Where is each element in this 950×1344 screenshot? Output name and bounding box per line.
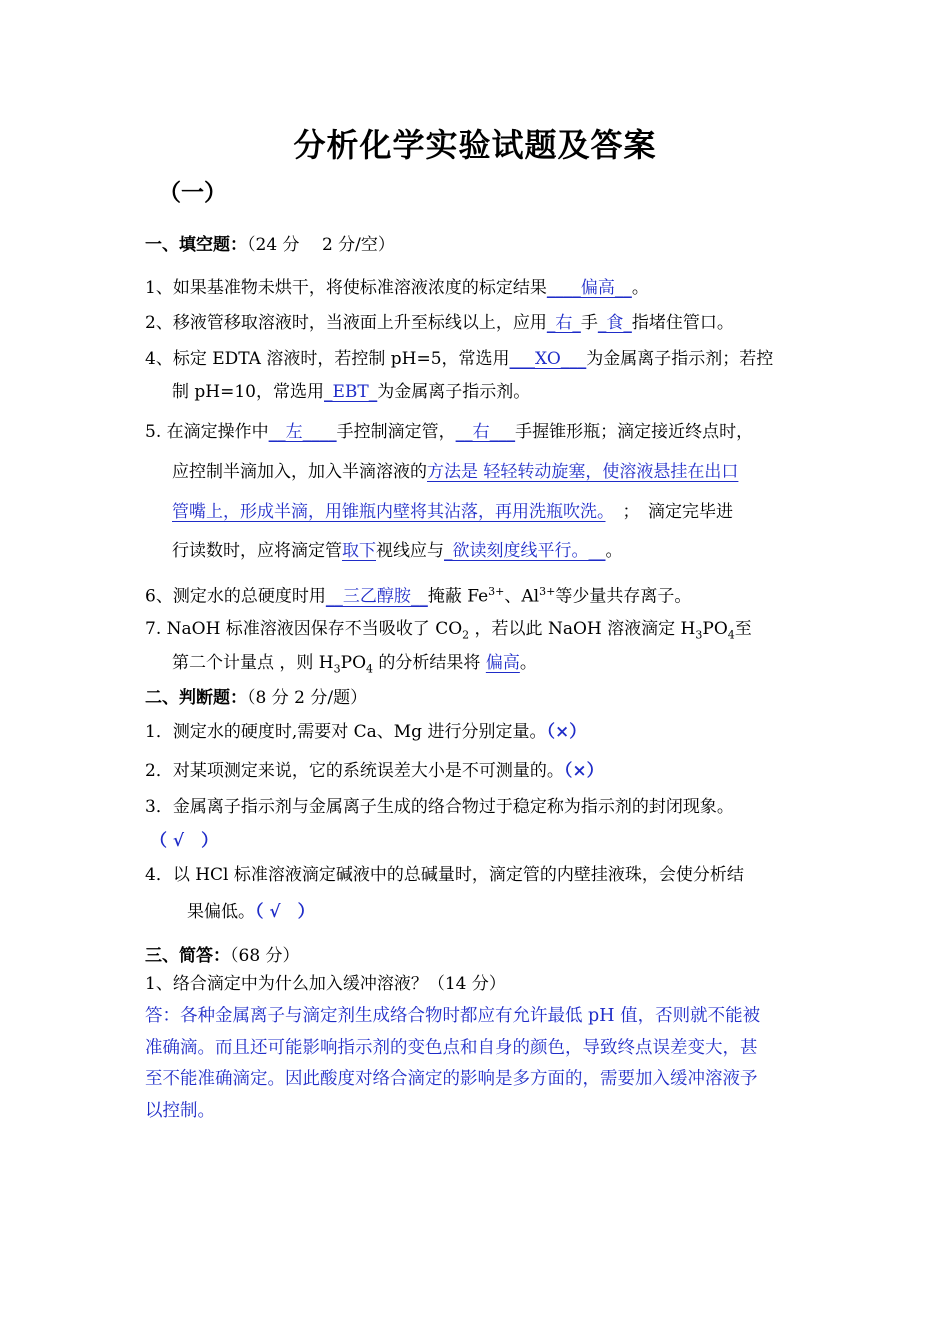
question-text: 制 pH=10，常选用 (172, 382, 324, 402)
answer: 管嘴上，形成半滴，用锥瓶内壁将其沾落，再用洗瓶吹洗。 (172, 502, 606, 522)
question-text: 1、如果基准物未烘干，将使标准溶液浓度的标定结果 (145, 278, 547, 298)
question-text: 1．测定水的硬度时,需要对 Ca、Mg 进行分别定量。 (145, 722, 547, 742)
question-1 (145, 276, 649, 300)
question-text: 7. NaOH 标准溶液因保存不当吸收了 CO (145, 619, 463, 639)
question-text: 指堵住管口。 (631, 313, 734, 333)
answer-line: 准确滴。而且还可能影响指示剂的变色点和自身的颜色，导致终点误差变大，甚 (145, 1038, 758, 1058)
answer-mark: （ √ ） (150, 831, 219, 851)
answer: __左____ (268, 422, 337, 442)
subscript: 4 (727, 628, 735, 642)
question-5-line-4 (172, 539, 623, 563)
question-text: 。 (605, 541, 623, 561)
question-text: 等少量共存离子。 (555, 586, 692, 607)
answer: 取下 (342, 541, 376, 561)
question-text: 视线应与 (376, 541, 444, 561)
question-text: 为金属离子指示剂；若控 (586, 349, 774, 369)
question-4-line-1 (145, 347, 773, 371)
question-text: PO (702, 619, 728, 639)
tf-question-3-mark (150, 829, 218, 853)
question-text: 手控制滴定管， (336, 422, 456, 442)
answer: ____偏高__ (546, 278, 632, 298)
answer-line: 以控制。 (145, 1101, 215, 1121)
section-fill-in (145, 230, 395, 255)
section-true-false (145, 683, 367, 708)
subscript: 2 (462, 628, 470, 642)
answer: __右___ (455, 422, 516, 442)
question-text: 。 (631, 278, 649, 298)
question-text: 4、标定 EDTA 溶液时，若控制 pH=5，常选用 (145, 349, 510, 369)
answer: ___XO___ (509, 349, 587, 369)
answer-line: 答：各种金属离子与滴定剂生成络合物时都应有允许最低 pH 值，否则就不能被 (145, 1006, 761, 1026)
subscript: 4 (366, 662, 374, 676)
question-text: 行读数时，应将滴定管 (172, 541, 342, 561)
question-text: 3．金属离子指示剂与金属离子生成的络合物过于稳定称为指示剂的封闭现象。 (145, 797, 734, 817)
tf-question-4-line-2 (187, 900, 315, 924)
question-text: 为金属离子指示剂。 (377, 382, 531, 402)
answer: 偏高 (485, 653, 520, 673)
question-text: 2、移液管移取溶液时，当液面上升至标线以上，应用 (145, 313, 547, 333)
section-score: （68 分） (230, 946, 300, 966)
tf-question-1 (145, 720, 586, 744)
question-6 (145, 580, 691, 609)
answer-mark: （×） (563, 761, 604, 781)
page-title: 分析化学实验试题及答案 (293, 126, 657, 164)
question-text: ； 滴定完毕进 (605, 502, 733, 522)
question-text: 2．对某项测定来说，它的系统误差大小是不可测量的。 (145, 761, 564, 781)
question-text: 掩蔽 Fe (427, 586, 489, 607)
answer-mark: （ √ ） (255, 902, 315, 922)
question-7-line-2 (172, 651, 537, 681)
question-text: 的分析结果将 (373, 653, 486, 673)
question-text: ，若以此 NaOH 溶液滴定 H (469, 619, 696, 639)
part-label: （一） (158, 180, 227, 206)
section-score: （24 分 2 分/空） (247, 235, 395, 255)
section-score: （8 分 2 分/题） (247, 688, 368, 708)
section-short-answer (145, 941, 300, 966)
question-5-line-3 (172, 500, 733, 524)
question-2 (145, 311, 734, 335)
answer: __三乙醇胺__ (325, 586, 428, 607)
question-4-line-2 (172, 380, 530, 404)
question-5-line-2 (172, 460, 738, 484)
answer: _食_ (597, 313, 632, 333)
question-text: 第二个计量点 ，则 H (172, 653, 334, 673)
question-text: 至 (734, 619, 752, 639)
section-heading: 二、判断题： (145, 688, 247, 708)
question-text: 手 (580, 313, 598, 333)
answer: _EBT_ (324, 382, 378, 402)
superscript: 3+ (539, 585, 556, 598)
question-text: 手握锥形瓶；滴定接近终点时， (515, 422, 754, 442)
superscript: 3+ (488, 585, 505, 598)
question-text: PO (340, 653, 367, 673)
section-heading: 三、简答： (145, 946, 230, 966)
answer: 方法是 轻轻转动旋塞，使溶液悬挂在出口 (427, 462, 739, 482)
question-text: 果偏低。 (187, 902, 255, 922)
question-text: 6、测定水的总硬度时用 (145, 586, 326, 607)
subscript: 3 (695, 628, 703, 642)
question-7-line-1 (145, 617, 752, 647)
question-text: 4．以 HCl 标准溶液滴定碱液中的总碱量时，滴定管的内壁挂液珠，会使分析结 (145, 865, 744, 885)
question-5-line-1 (145, 420, 753, 444)
tf-question-4-line-1 (145, 863, 744, 887)
subscript: 3 (333, 662, 341, 676)
question-text: 应控制半滴加入，加入半滴溶液的 (172, 462, 427, 482)
tf-question-3 (145, 795, 734, 819)
question-text: 5. 在滴定操作中 (145, 422, 269, 442)
tf-question-2 (145, 759, 604, 783)
section-heading: 一、填空题： (145, 235, 247, 255)
answer: _右_ (546, 313, 581, 333)
question-text: 。 (519, 653, 537, 673)
answer-line: 至不能准确滴定。因此酸度对络合滴定的影响是多方面的，需要加入缓冲溶液予 (145, 1069, 758, 1089)
answer-mark: （×） (546, 722, 587, 742)
question-text: 、Al (504, 586, 540, 607)
short-question-1: 1、络合滴定中为什么加入缓冲溶液？（14 分） (145, 974, 506, 994)
answer: _欲读刻度线平行。__ (444, 541, 606, 561)
